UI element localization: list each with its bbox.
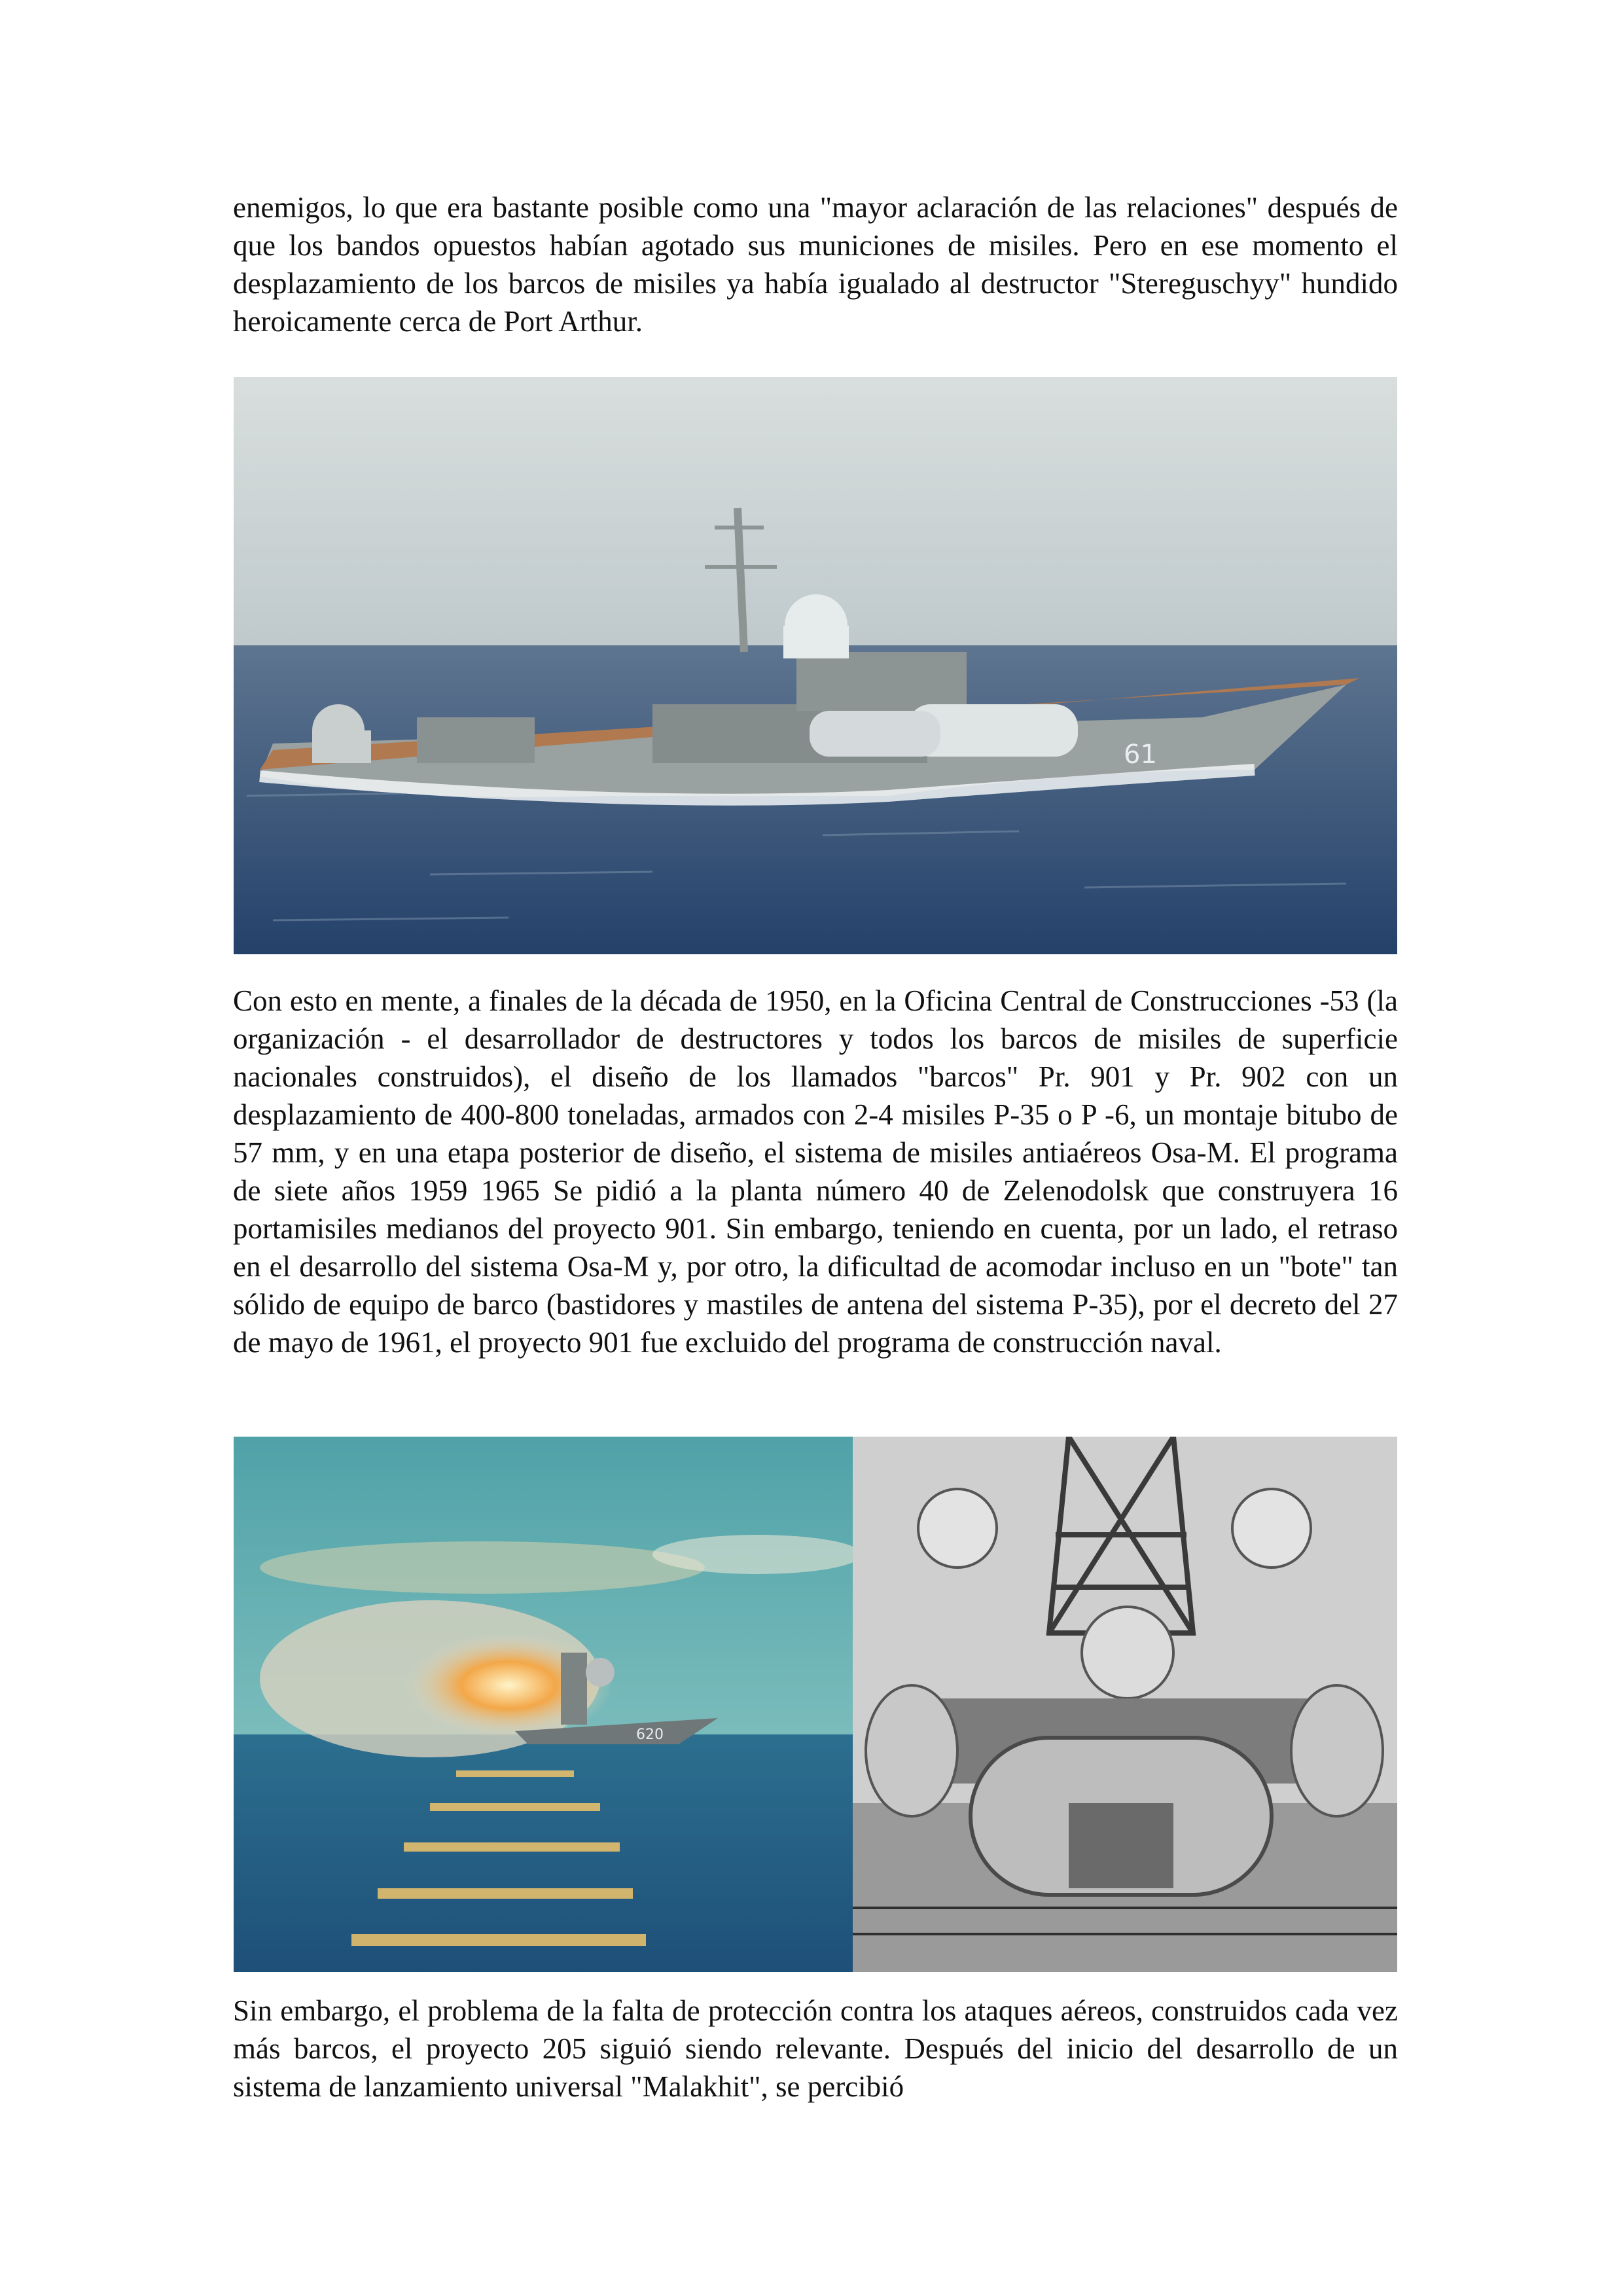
- launch-hull-number-label: 620: [636, 1727, 664, 1743]
- photo-missile-ship-at-sea: [234, 377, 1397, 954]
- paragraph-project-205: Sin embargo, el problema de la falta de protección contra los ataques aéreos, construidos cada vez más barcos, el proyecto 205 siguió siendo relevante. Después del inicio del desarrollo de un sistema de lanzamiento universal "Malakhit", se percibió: [233, 1994, 1398, 2103]
- paragraph-project-901: Con esto en mente, a finales de la década de 1950, en la Oficina Central de Construcciones -53 (la organización - el desarrollador de destructores y todos los barcos de misiles de superficie nacionales construidos), el diseño de los llamados "barcos" Pr. 901 y Pr. 902 con un desplazamiento de 400-800 toneladas, armados con 2-4 misiles P-35 o P -6, un montaje bitubo de 57 mm, y en una etapa posterior de diseño, el sistema de misiles antiaéreos Osa-M. El programa de siete años 1959 1965 Se pidió a la planta número 40 de Zelenodolsk que construyera 16 portamisiles medianos del proyecto 901. Sin embargo, teniendo en cuenta, por un lado, el retraso en el desarrollo del sistema Osa-M y, por otro, la dificultad de acomodar incluso en un "bote" tan sólido de equipo de barco (bastidores y mastiles de antena del sistema P-35), por el decreto del 27 de mayo de 1961, el proyecto 901 fue excluido del programa de construcción naval.: [233, 984, 1398, 1359]
- paragraph-intro: enemigos, lo que era bastante posible como una "mayor aclaración de las relaciones" después de que los bandos opuestos habían agotado sus municiones de misiles. Pero en ese momento el desplazamiento de los barcos de misiles ya había igualado al destructor "Stereguschyy" hundido heroicamente cerca de Port Arthur.: [233, 191, 1398, 338]
- photo-missile-launch: [234, 1437, 853, 1972]
- photo-radar-mast-bw: [853, 1437, 1397, 1972]
- hull-number-label: 61: [1124, 740, 1157, 770]
